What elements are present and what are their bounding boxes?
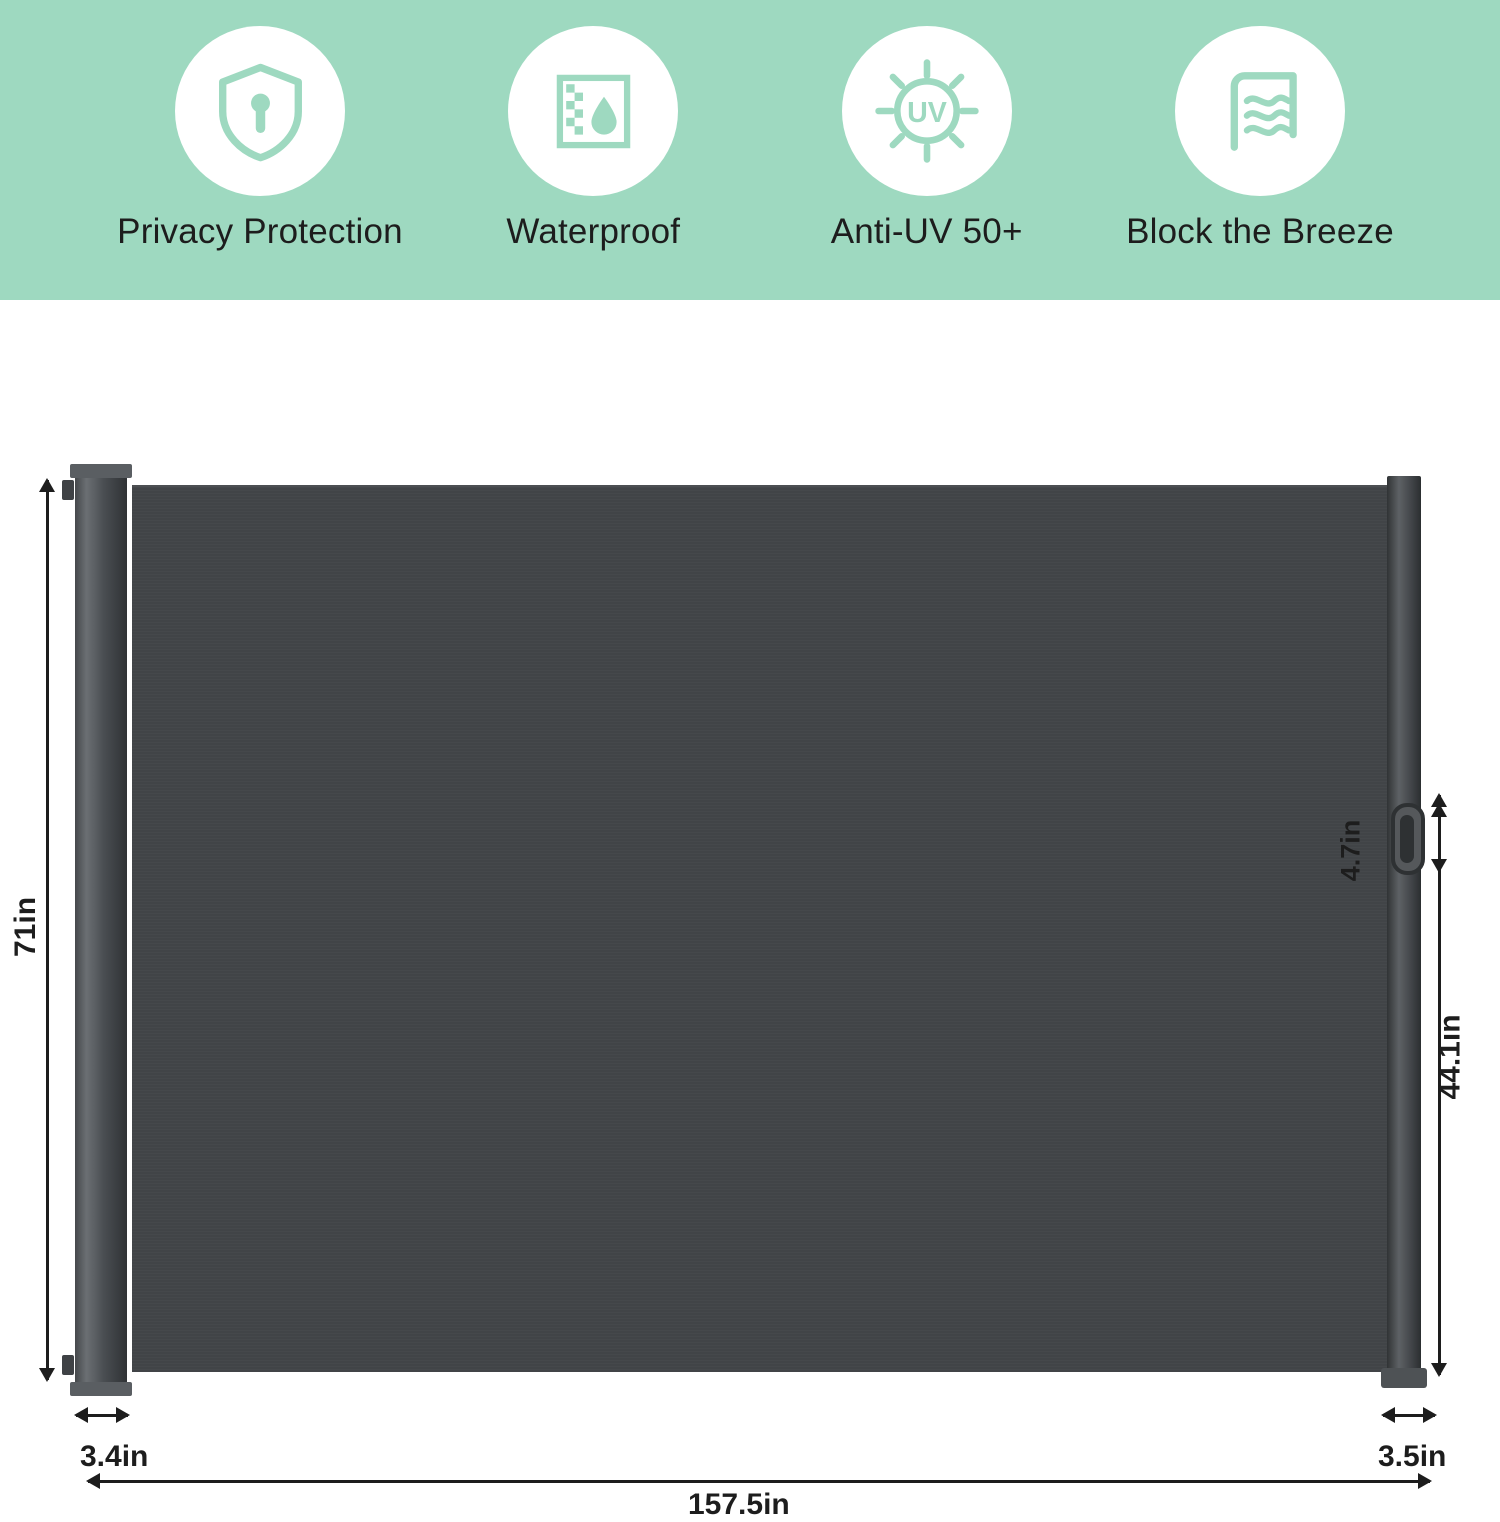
left-post-bottom-cap bbox=[70, 1382, 132, 1396]
handle-grip bbox=[1400, 815, 1414, 863]
feature-list bbox=[110, 26, 1410, 252]
svg-text:UV: UV bbox=[906, 97, 947, 129]
feature-item-waterproof bbox=[443, 26, 743, 252]
handle-offset-dimension-label: 44.1in bbox=[1433, 1014, 1467, 1100]
handle-offset-arrow-bottom bbox=[1431, 1363, 1447, 1377]
height-arrow-top bbox=[39, 478, 55, 492]
feature-label: Waterproof bbox=[506, 212, 681, 251]
left-mounting-post bbox=[75, 470, 127, 1390]
left-post-top-cap bbox=[70, 464, 132, 478]
feature-item-anti-uv bbox=[777, 26, 1077, 252]
width-dimension-line bbox=[88, 1480, 1430, 1483]
left-depth-arrow-start bbox=[74, 1407, 88, 1423]
left-post-bottom-bracket bbox=[62, 1355, 74, 1375]
right-depth-arrow-end bbox=[1423, 1407, 1437, 1423]
awning-fabric-screen bbox=[132, 485, 1387, 1372]
feature-banner bbox=[0, 0, 1500, 300]
shield-lock-icon bbox=[175, 26, 345, 196]
handle-offset-arrow-top bbox=[1431, 803, 1447, 817]
pull-handle bbox=[1387, 803, 1429, 875]
feature-item-block-breeze bbox=[1110, 26, 1410, 252]
left-post-top-bracket bbox=[62, 480, 74, 500]
wind-breeze-icon bbox=[1175, 26, 1345, 196]
height-arrow-bottom bbox=[39, 1368, 55, 1382]
handle-height-dimension-label: 4.7in bbox=[1335, 819, 1366, 882]
feature-item-privacy-protection bbox=[110, 26, 410, 252]
feature-label: Privacy Protection bbox=[117, 212, 403, 251]
width-dimension-label: 157.5in bbox=[688, 1488, 790, 1521]
feature-label: Block the Breeze bbox=[1126, 212, 1394, 251]
sun-uv-icon bbox=[842, 26, 1012, 196]
right-depth-dimension-label: 3.5in bbox=[1378, 1440, 1447, 1473]
width-arrow-left bbox=[86, 1473, 100, 1489]
height-dimension-label: 71in bbox=[9, 896, 43, 958]
right-depth-arrow-start bbox=[1381, 1407, 1395, 1423]
width-arrow-right bbox=[1418, 1473, 1432, 1489]
right-bar-bottom-cap bbox=[1381, 1368, 1427, 1388]
right-end-bar bbox=[1387, 476, 1421, 1388]
feature-label: Anti-UV 50+ bbox=[830, 212, 1023, 251]
left-depth-arrow-end bbox=[116, 1407, 130, 1423]
product-dimension-diagram bbox=[0, 300, 1500, 1521]
waterproof-fabric-droplet-icon bbox=[508, 26, 678, 196]
height-dimension-line bbox=[46, 480, 49, 1380]
left-depth-dimension-label: 3.4in bbox=[80, 1440, 149, 1473]
retractable-awning-illustration bbox=[70, 470, 1440, 1390]
